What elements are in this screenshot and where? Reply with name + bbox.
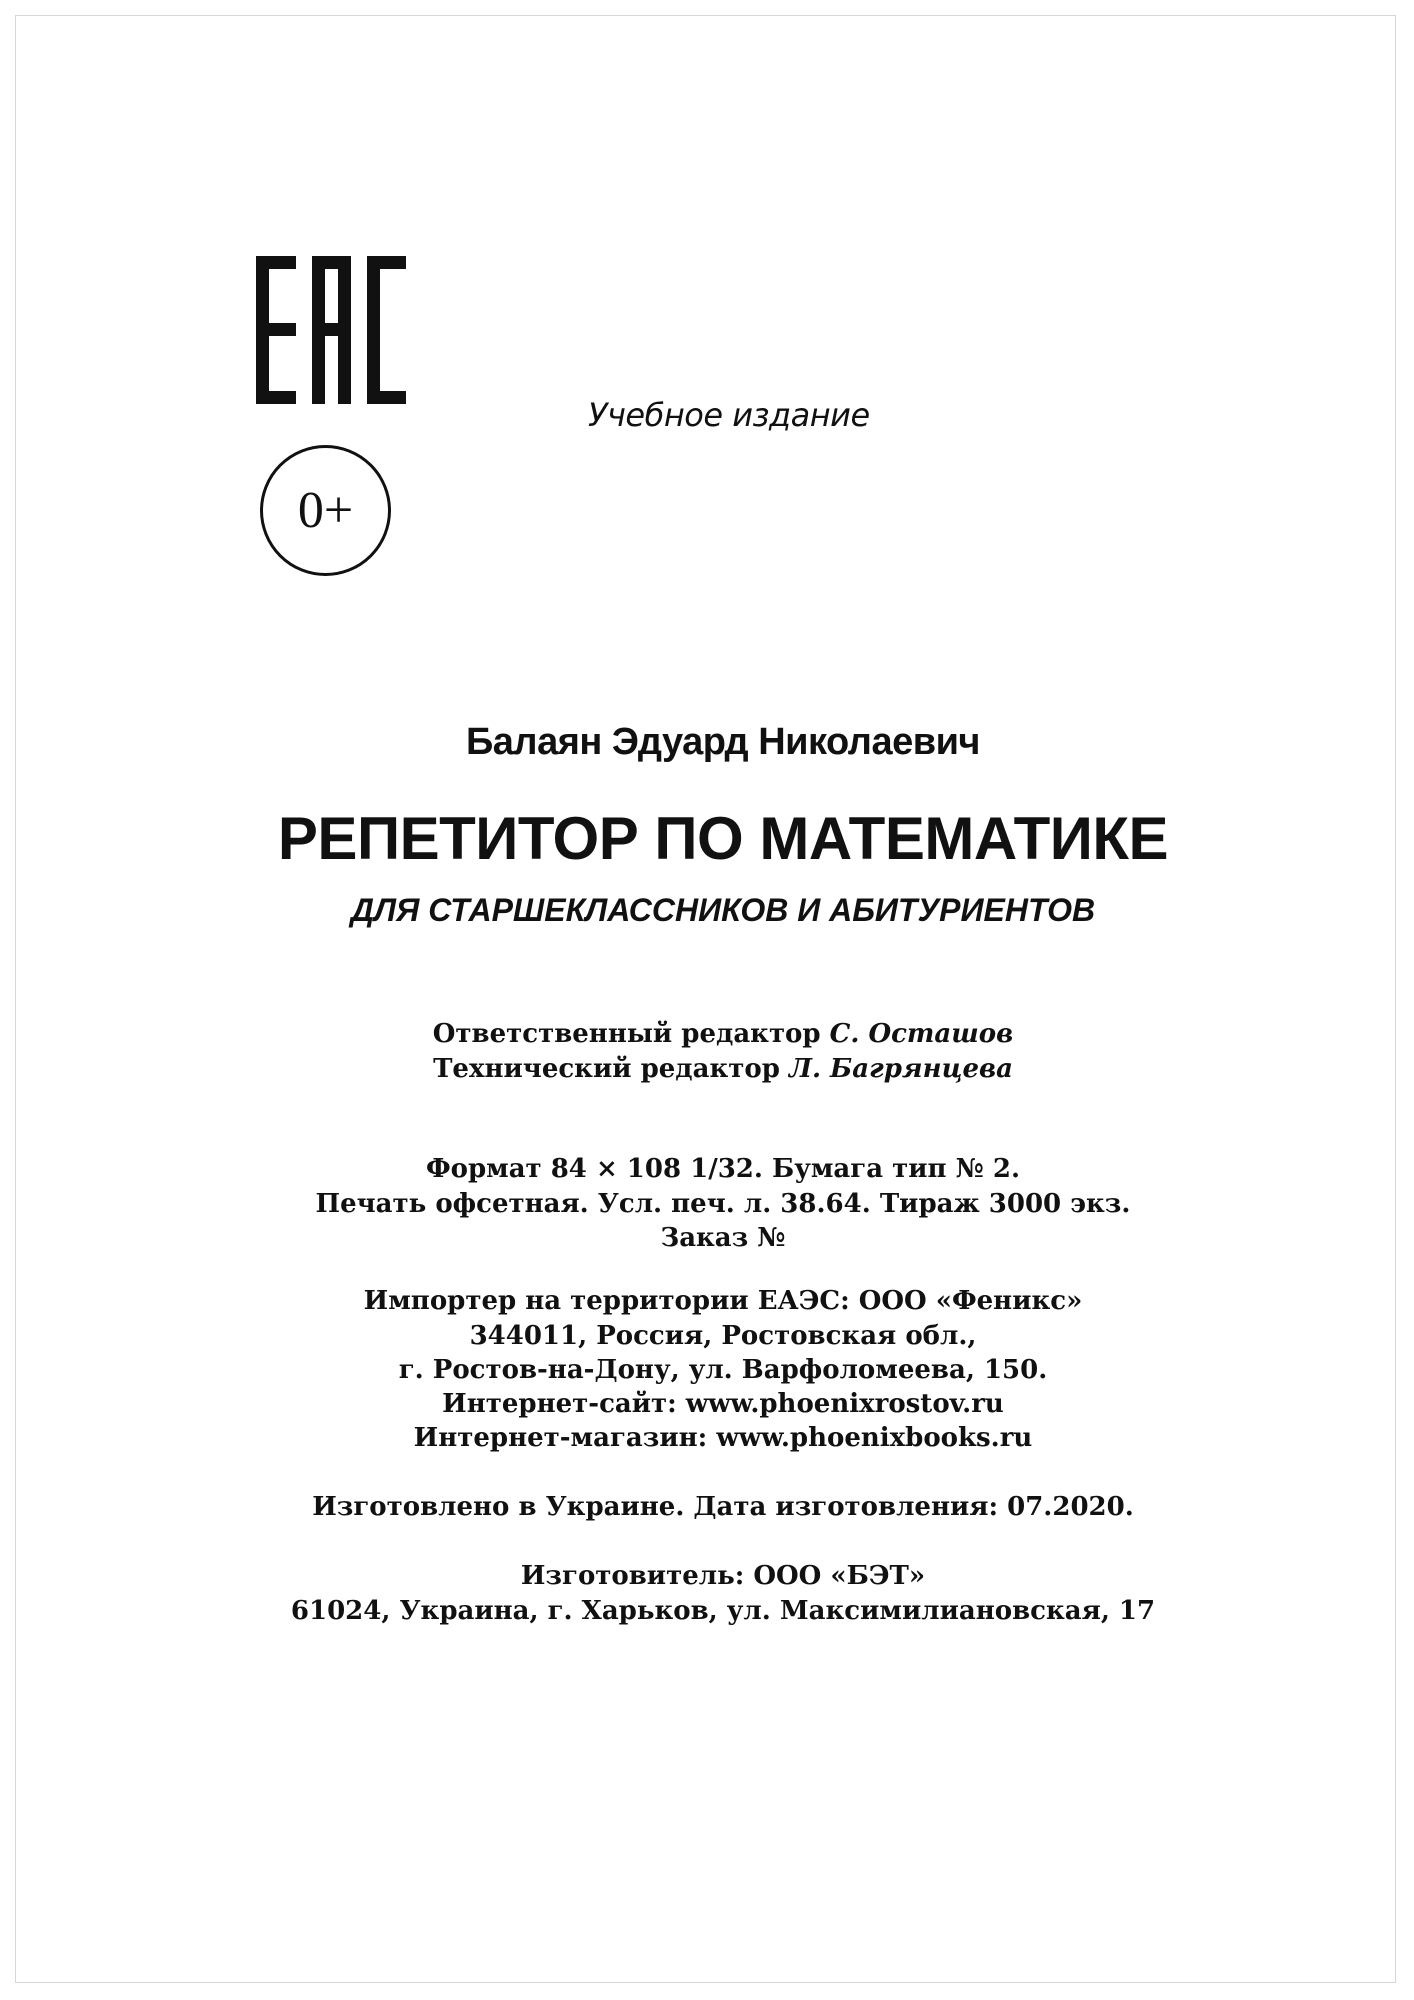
page xyxy=(15,15,1396,1983)
responsible-editor xyxy=(16,1019,1414,1049)
technical-editor xyxy=(16,1054,1414,1084)
order-number: Заказ № xyxy=(660,1223,786,1253)
format-spec: Формат 84 × 108 1/32. Бумага тип № 2. xyxy=(425,1154,1021,1184)
technical-editor-label: Технический редактор xyxy=(433,1054,780,1084)
book-title: РЕПЕТИТОР ПО МАТЕМАТИКЕ xyxy=(277,805,1169,872)
importer-website: Интернет-сайт: www.phoenixrostov.ru xyxy=(442,1389,1004,1419)
importer-name: Импортер на территории ЕАЭС: ООО «Феникс» xyxy=(363,1286,1083,1316)
print-spec: Печать офсетная. Усл. печ. л. 38.64. Тираж 3000 экз. xyxy=(315,1189,1131,1219)
importer-address-1: 344011, Россия, Ростовская обл., xyxy=(469,1321,977,1351)
made-in-info: Изготовлено в Украине. Дата изготовления: 07.2020. xyxy=(312,1492,1134,1522)
technical-editor-name: Л. Багрянцева xyxy=(788,1054,1013,1084)
responsible-editor-label: Ответственный редактор xyxy=(432,1019,821,1049)
responsible-editor-name: С. Осташов xyxy=(829,1019,1014,1049)
author: Балаян Эдуард Николаевич xyxy=(465,721,980,763)
eac-conformity-mark xyxy=(256,256,406,404)
age-rating-badge: 0+ xyxy=(260,445,391,576)
importer-shop: Интернет-магазин: www.phoenixbooks.ru xyxy=(413,1423,1033,1453)
manufacturer-address: 61024, Украина, г. Харьков, ул. Максимилиановская, 17 xyxy=(290,1596,1156,1626)
manufacturer-name: Изготовитель: ООО «БЭТ» xyxy=(520,1561,926,1591)
importer-address-2: г. Ростов-на-Дону, ул. Варфоломеева, 150. xyxy=(398,1355,1048,1385)
edition-type: Учебное издание xyxy=(588,396,870,434)
book-subtitle: ДЛЯ СТАРШЕКЛАССНИКОВ И АБИТУРИЕНТОВ xyxy=(350,892,1096,928)
